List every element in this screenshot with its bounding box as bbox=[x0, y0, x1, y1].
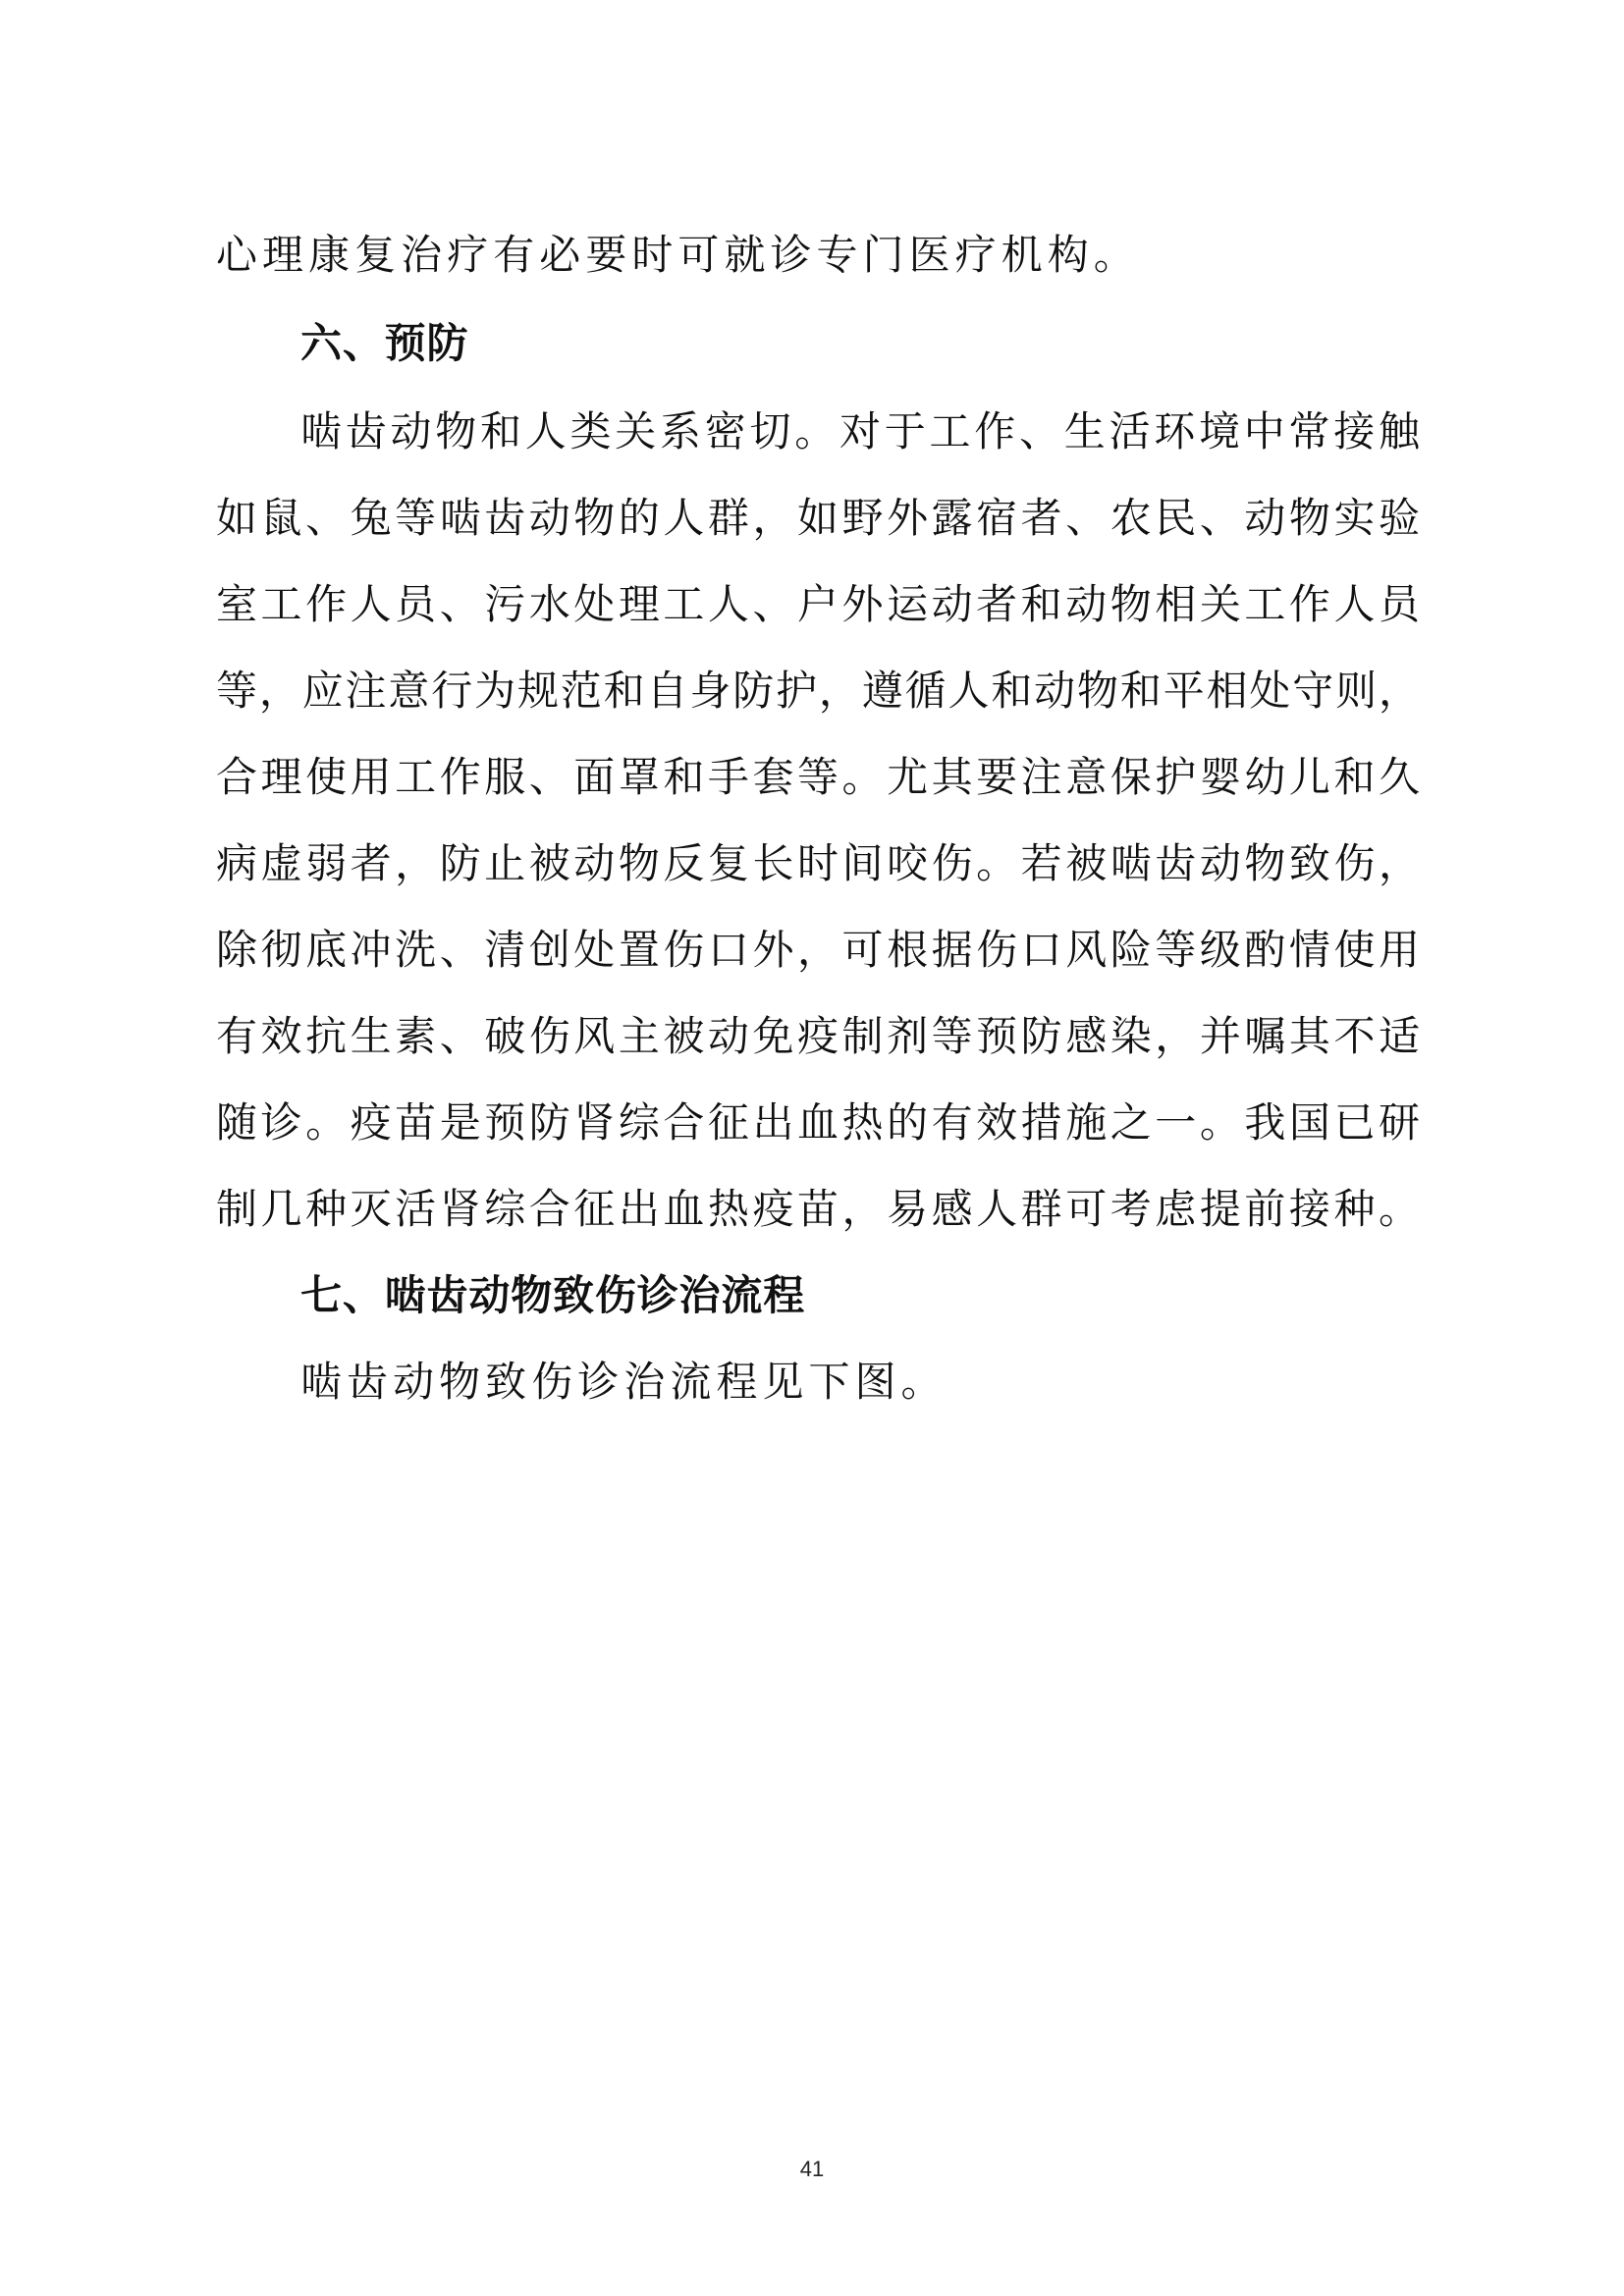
paragraph-line: 啮齿动物和人类关系密切。对于工作、生活环境中常接触 bbox=[300, 407, 1420, 455]
paragraph-line: 合理使用工作服、面罩和手套等。尤其要注意保护婴幼儿和久 bbox=[216, 753, 1420, 801]
paragraph-line: 有效抗生素、破伤风主被动免疫制剂等预防感染，并嘱其不适 bbox=[216, 1012, 1420, 1060]
page-number: 41 bbox=[799, 2157, 825, 2181]
paragraph-line: 制几种灭活肾综合征出血热疫苗，易感人群可考虑提前接种。 bbox=[216, 1185, 1420, 1233]
paragraph-line: 啮齿动物致伤诊治流程见下图。 bbox=[300, 1358, 947, 1406]
paragraph-line: 病虚弱者，防止被动物反复长时间咬伤。若被啮齿动物致伤， bbox=[216, 839, 1420, 887]
paragraph-line: 随诊。疫苗是预防肾综合征出血热的有效措施之一。我国已研 bbox=[216, 1098, 1420, 1147]
paragraph-line: 除彻底冲洗、清创处置伤口外，可根据伤口风险等级酌情使用 bbox=[216, 926, 1420, 974]
section-heading-rodent-injury-flow: 七、啮齿动物致伤诊治流程 bbox=[300, 1271, 806, 1319]
paragraph-line: 室工作人员、污水处理工人、户外运动者和动物相关工作人员 bbox=[216, 580, 1420, 628]
section-heading-prevention: 六、预防 bbox=[300, 319, 469, 367]
paragraph-line: 等，应注意行为规范和自身防护，遵循人和动物和平相处守则， bbox=[216, 667, 1420, 715]
paragraph-line: 如鼠、兔等啮齿动物的人群，如野外露宿者、农民、动物实验 bbox=[216, 494, 1420, 542]
paragraph-line-continuation: 心理康复治疗有必要时可就诊专门医疗机构。 bbox=[216, 231, 1140, 279]
